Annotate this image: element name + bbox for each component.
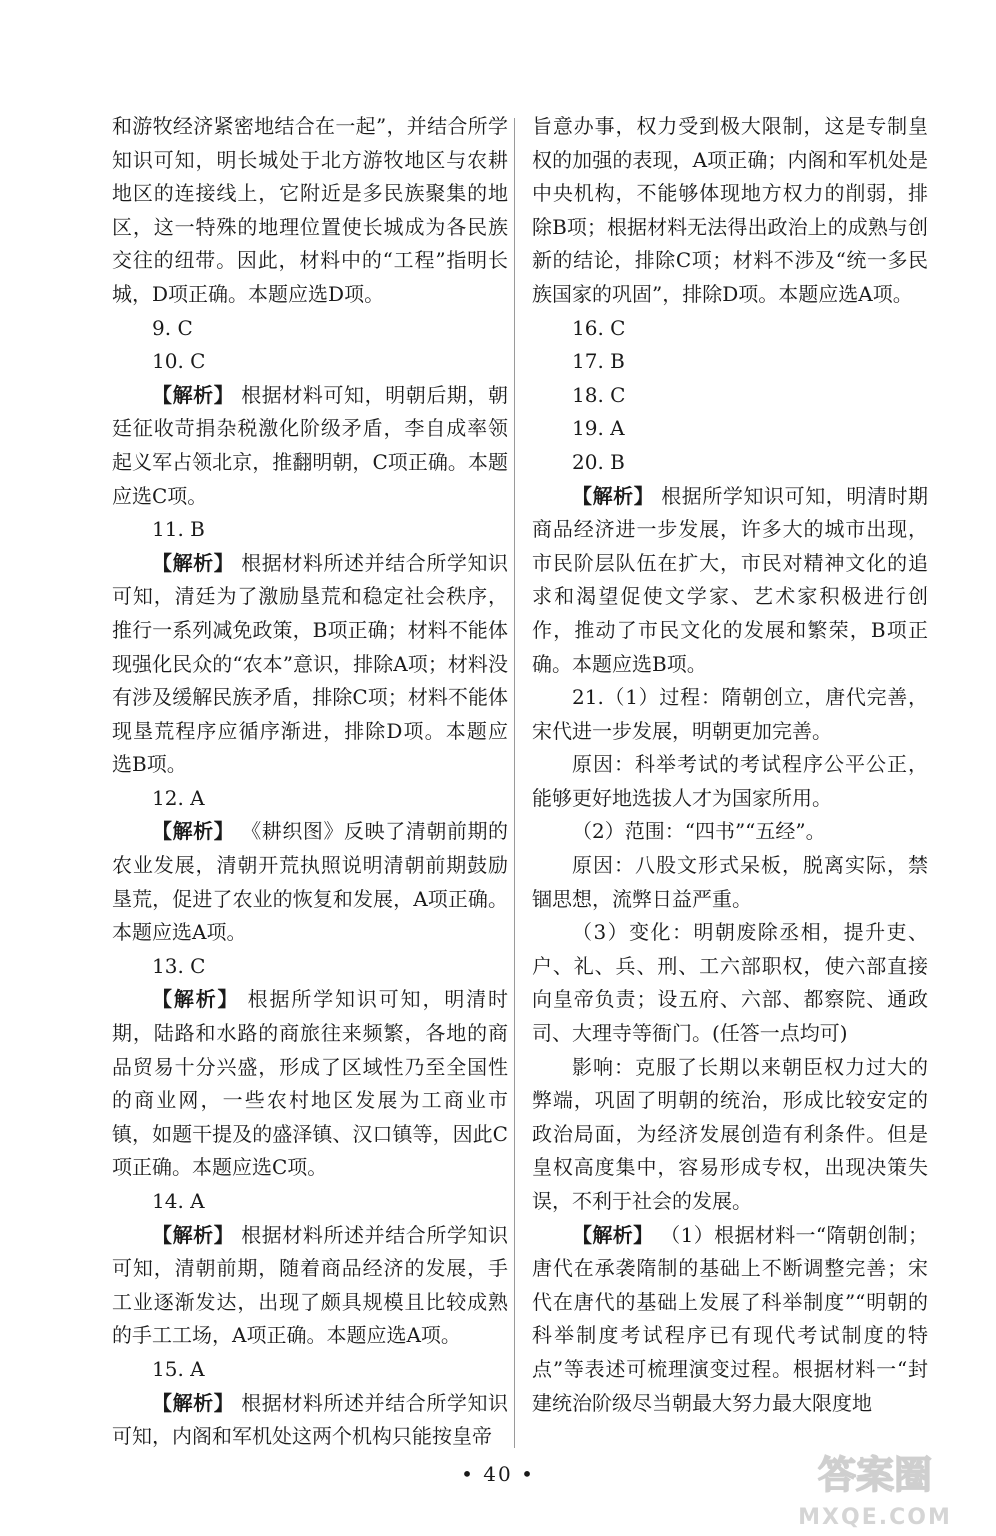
page-number: • 40 • xyxy=(461,1462,535,1486)
answer-number: 17. B xyxy=(572,349,625,374)
answer-number: 9. C xyxy=(152,315,193,340)
answer-number: 16. C xyxy=(572,315,626,340)
analysis-text: （1）根据材料一“隋朝创制；唐代在承袭隋制的基础上不断调整完善；宋代在唐代的基础上发展了科举制度”“明朝的科举制度考试程序已有现代考试制度的特点”等表述可梳理演变过程。根据材料一“封建统治阶级尽当朝最大努力最大限度地 xyxy=(532,1222,929,1415)
continued-paragraph: 和游牧经济紧密地结合在一起”，并结合所学知识可知，明长城处于北方游牧地区与农耕地区的连接线上，它附近是多民族聚集的地区，这一特殊的地理位置使长城成为各民族交往的纽带。因此，材料中的“工程”指明长城，D项正确。本题应选D项。 xyxy=(112,114,508,306)
analysis-paragraph xyxy=(112,983,508,1185)
column-divider xyxy=(514,118,515,1448)
answer-number: 12. A xyxy=(152,785,205,810)
answer-paragraph: 影响：克服了长期以来朝臣权力过大的弊端，巩固了明朝的统治，形成比较安定的政治局面，为经济发展创造有利条件。但是皇权高度集中，容易形成专权，出现决策失误，不利于社会的发展。 xyxy=(532,1054,928,1213)
answer-paragraph: （3）变化：明朝废除丞相，提升吏、户、礼、兵、刑、工六部职权，使六部直接向皇帝负责；设五府、六部、都察院、通政司、大理寺等衙门。(任答一点均可) xyxy=(532,920,928,1046)
watermark-logo-text: 答案圈 xyxy=(817,1453,933,1497)
watermark xyxy=(790,1446,960,1530)
analysis-tag: 【解析】 xyxy=(152,819,235,844)
analysis-text: 《耕织图》反映了清朝前期的农业发展，清朝开荒执照说明清朝前期鼓励垦荒，促进了农业的恢复和发展，A项正确。本题应选A项。 xyxy=(112,819,509,945)
answer-number: 10. C xyxy=(152,349,206,374)
answer-number: 19. A xyxy=(572,416,625,441)
analysis-tag: 【解析】 xyxy=(152,382,235,407)
answer-number: 15. A xyxy=(152,1356,205,1381)
left-column xyxy=(112,110,508,1454)
answer-paragraph: 原因：八股文形式呆板，脱离实际，禁锢思想，流弊日益严重。 xyxy=(532,853,928,911)
answer-number: 14. A xyxy=(152,1189,205,1213)
answer-number: 20. B xyxy=(572,449,625,474)
analysis-text: 根据材料所述并结合所学知识可知，清朝前期，随着商品经济的发展，手工业逐渐发达，出现了颇具规模且比较成熟的手工工场，A项正确。本题应选A项。 xyxy=(112,1222,509,1348)
analysis-text: 根据所学知识可知，明清时期，陆路和水路的商旅往来频繁，各地的商品贸易十分兴盛，形成了区域性乃至全国性的商业网，一些农村地区发展为工商业市镇，如题干提及的盛泽镇、汉口镇等，因此C项正确。本题应选C项。 xyxy=(112,987,509,1180)
analysis-text: 根据材料可知，明朝后期，朝廷征收苛捐杂税激化阶级矛盾，李自成率领起义军占领北京，推翻明朝，C项正确。本题应选C项。 xyxy=(112,382,509,508)
analysis-text: 根据材料所述并结合所学知识可知，内阁和军机处这两个机构只能按皇帝 xyxy=(112,1390,509,1449)
analysis-tag: 【解析】 xyxy=(152,987,240,1012)
analysis-paragraph xyxy=(112,379,508,513)
watermark-text: MXQE.COM xyxy=(798,1505,952,1530)
analysis-tag: 【解析】 xyxy=(152,1390,235,1415)
analysis-paragraph xyxy=(112,1387,508,1454)
answer-paragraph: 21.（1）过程：隋朝创立，唐代完善，宋代进一步发展，明朝更加完善。 xyxy=(532,685,928,743)
watermark-logo-icon xyxy=(800,1446,950,1500)
answer-number: 18. C xyxy=(572,382,626,407)
analysis-tag: 【解析】 xyxy=(572,483,655,508)
analysis-paragraph xyxy=(112,1219,508,1353)
analysis-text: 根据材料所述并结合所学知识可知，清廷为了激励垦荒和稳定社会秩序，推行一系列减免政策，B项正确；材料不能体现强化民众的“农本”意识，排除A项；材料没有涉及缓解民族矛盾，排除C项；材料不能体现垦荒程序应循序渐进，排除D项。本题应选B项。 xyxy=(112,550,509,777)
analysis-paragraph xyxy=(532,1219,928,1421)
answer-number: 11. B xyxy=(152,517,205,542)
analysis-tag: 【解析】 xyxy=(152,1222,235,1247)
answer-paragraph: （2）范围：“四书”“五经”。 xyxy=(572,819,826,844)
continued-paragraph: 旨意办事，权力受到极大限制，这是专制皇权的加强的表现，A项正确；内阁和军机处是中央机构，不能够体现地方权力的削弱，排除B项；根据材料无法得出政治上的成熟与创新的结论，排除C项；材料不涉及“统一多民族国家的巩固”，排除D项。本题应选A项。 xyxy=(532,114,928,306)
analysis-paragraph xyxy=(532,480,928,682)
right-column xyxy=(532,110,928,1420)
analysis-paragraph xyxy=(112,547,508,782)
analysis-paragraph xyxy=(112,815,508,949)
analysis-text: 根据所学知识可知，明清时期商品经济进一步发展，许多大的城市出现，市民阶层队伍在扩大，市民对精神文化的追求和渴望促使文学家、艺术家积极进行创作，推动了市民文化的发展和繁荣，B项正确。本题应选B项。 xyxy=(532,483,929,676)
answer-paragraph: 原因：科举考试的考试程序公平公正，能够更好地选拔人才为国家所用。 xyxy=(532,752,928,810)
analysis-tag: 【解析】 xyxy=(152,550,235,575)
analysis-tag: 【解析】 xyxy=(572,1222,654,1247)
answer-number: 13. C xyxy=(152,953,206,978)
